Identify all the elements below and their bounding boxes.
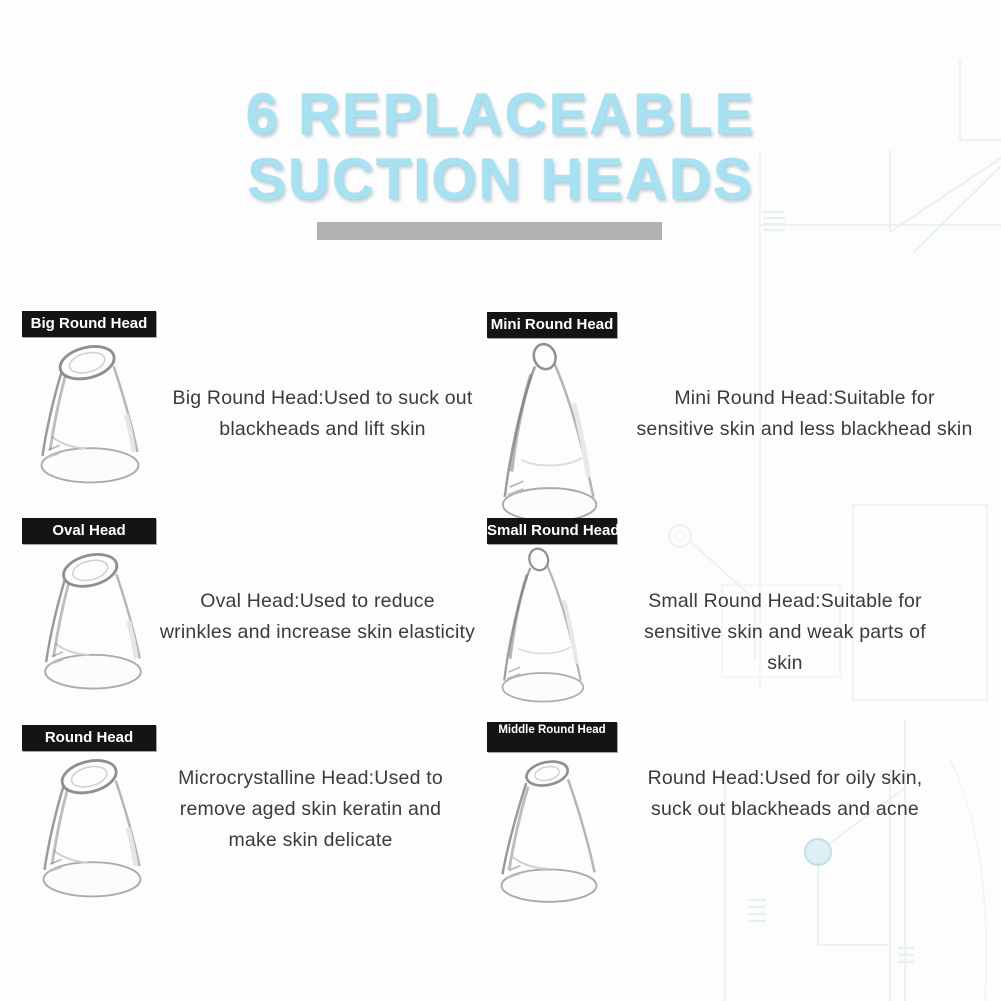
desc-line: remove aged skin keratin and — [179, 798, 442, 820]
desc-line: Microcrystalline Head:Used to — [178, 767, 443, 789]
badge-middle-round-head: Middle Round Head — [487, 722, 617, 752]
desc-line: blackheads and lift skin — [219, 418, 426, 440]
page-title — [0, 82, 1001, 212]
badge-mini-round-head: Mini Round Head — [487, 312, 617, 338]
desc-line: Big Round Head:Used to suck out — [172, 387, 473, 409]
desc-oval-head — [140, 586, 495, 648]
desc-small-round-head — [595, 586, 975, 679]
desc-line: make skin delicate — [228, 829, 393, 851]
desc-middle-round-head — [600, 763, 970, 825]
badge-small-round-head: Small Round Head — [487, 518, 617, 544]
desc-line: Small Round Head:Suitable for — [648, 590, 922, 612]
desc-line: Oval Head:Used to reduce — [200, 590, 435, 612]
desc-line: skin — [767, 652, 803, 674]
desc-big-round-head — [145, 383, 500, 445]
badge-oval-head: Oval Head — [22, 518, 156, 544]
desc-line: sensitive skin and weak parts of — [644, 621, 926, 643]
desc-round-head — [133, 763, 488, 856]
suction-head-photo-middle-round — [492, 752, 606, 910]
badge-round-head: Round Head — [22, 725, 156, 751]
desc-line: Round Head:Used for oily skin, — [647, 767, 923, 789]
badge-big-round-head: Big Round Head — [22, 311, 156, 337]
desc-line: sensitive skin and less blackhead skin — [636, 418, 973, 440]
desc-line: Mini Round Head:Suitable for — [674, 387, 935, 409]
desc-line: wrinkles and increase skin elasticity — [159, 621, 476, 643]
title-underline-bar — [317, 222, 662, 240]
suction-head-photo-oval — [32, 546, 154, 696]
page-title-line-2: SUCTION HEADS — [247, 147, 754, 212]
desc-line: suck out blackheads and acne — [651, 798, 919, 820]
suction-head-photo-small-round — [490, 546, 600, 710]
suction-head-photo-mini-round — [496, 340, 608, 532]
page-title-line-1: 6 REPLACEABLE — [245, 82, 756, 147]
desc-mini-round-head — [612, 383, 997, 445]
suction-head-photo-big-round — [28, 338, 152, 490]
